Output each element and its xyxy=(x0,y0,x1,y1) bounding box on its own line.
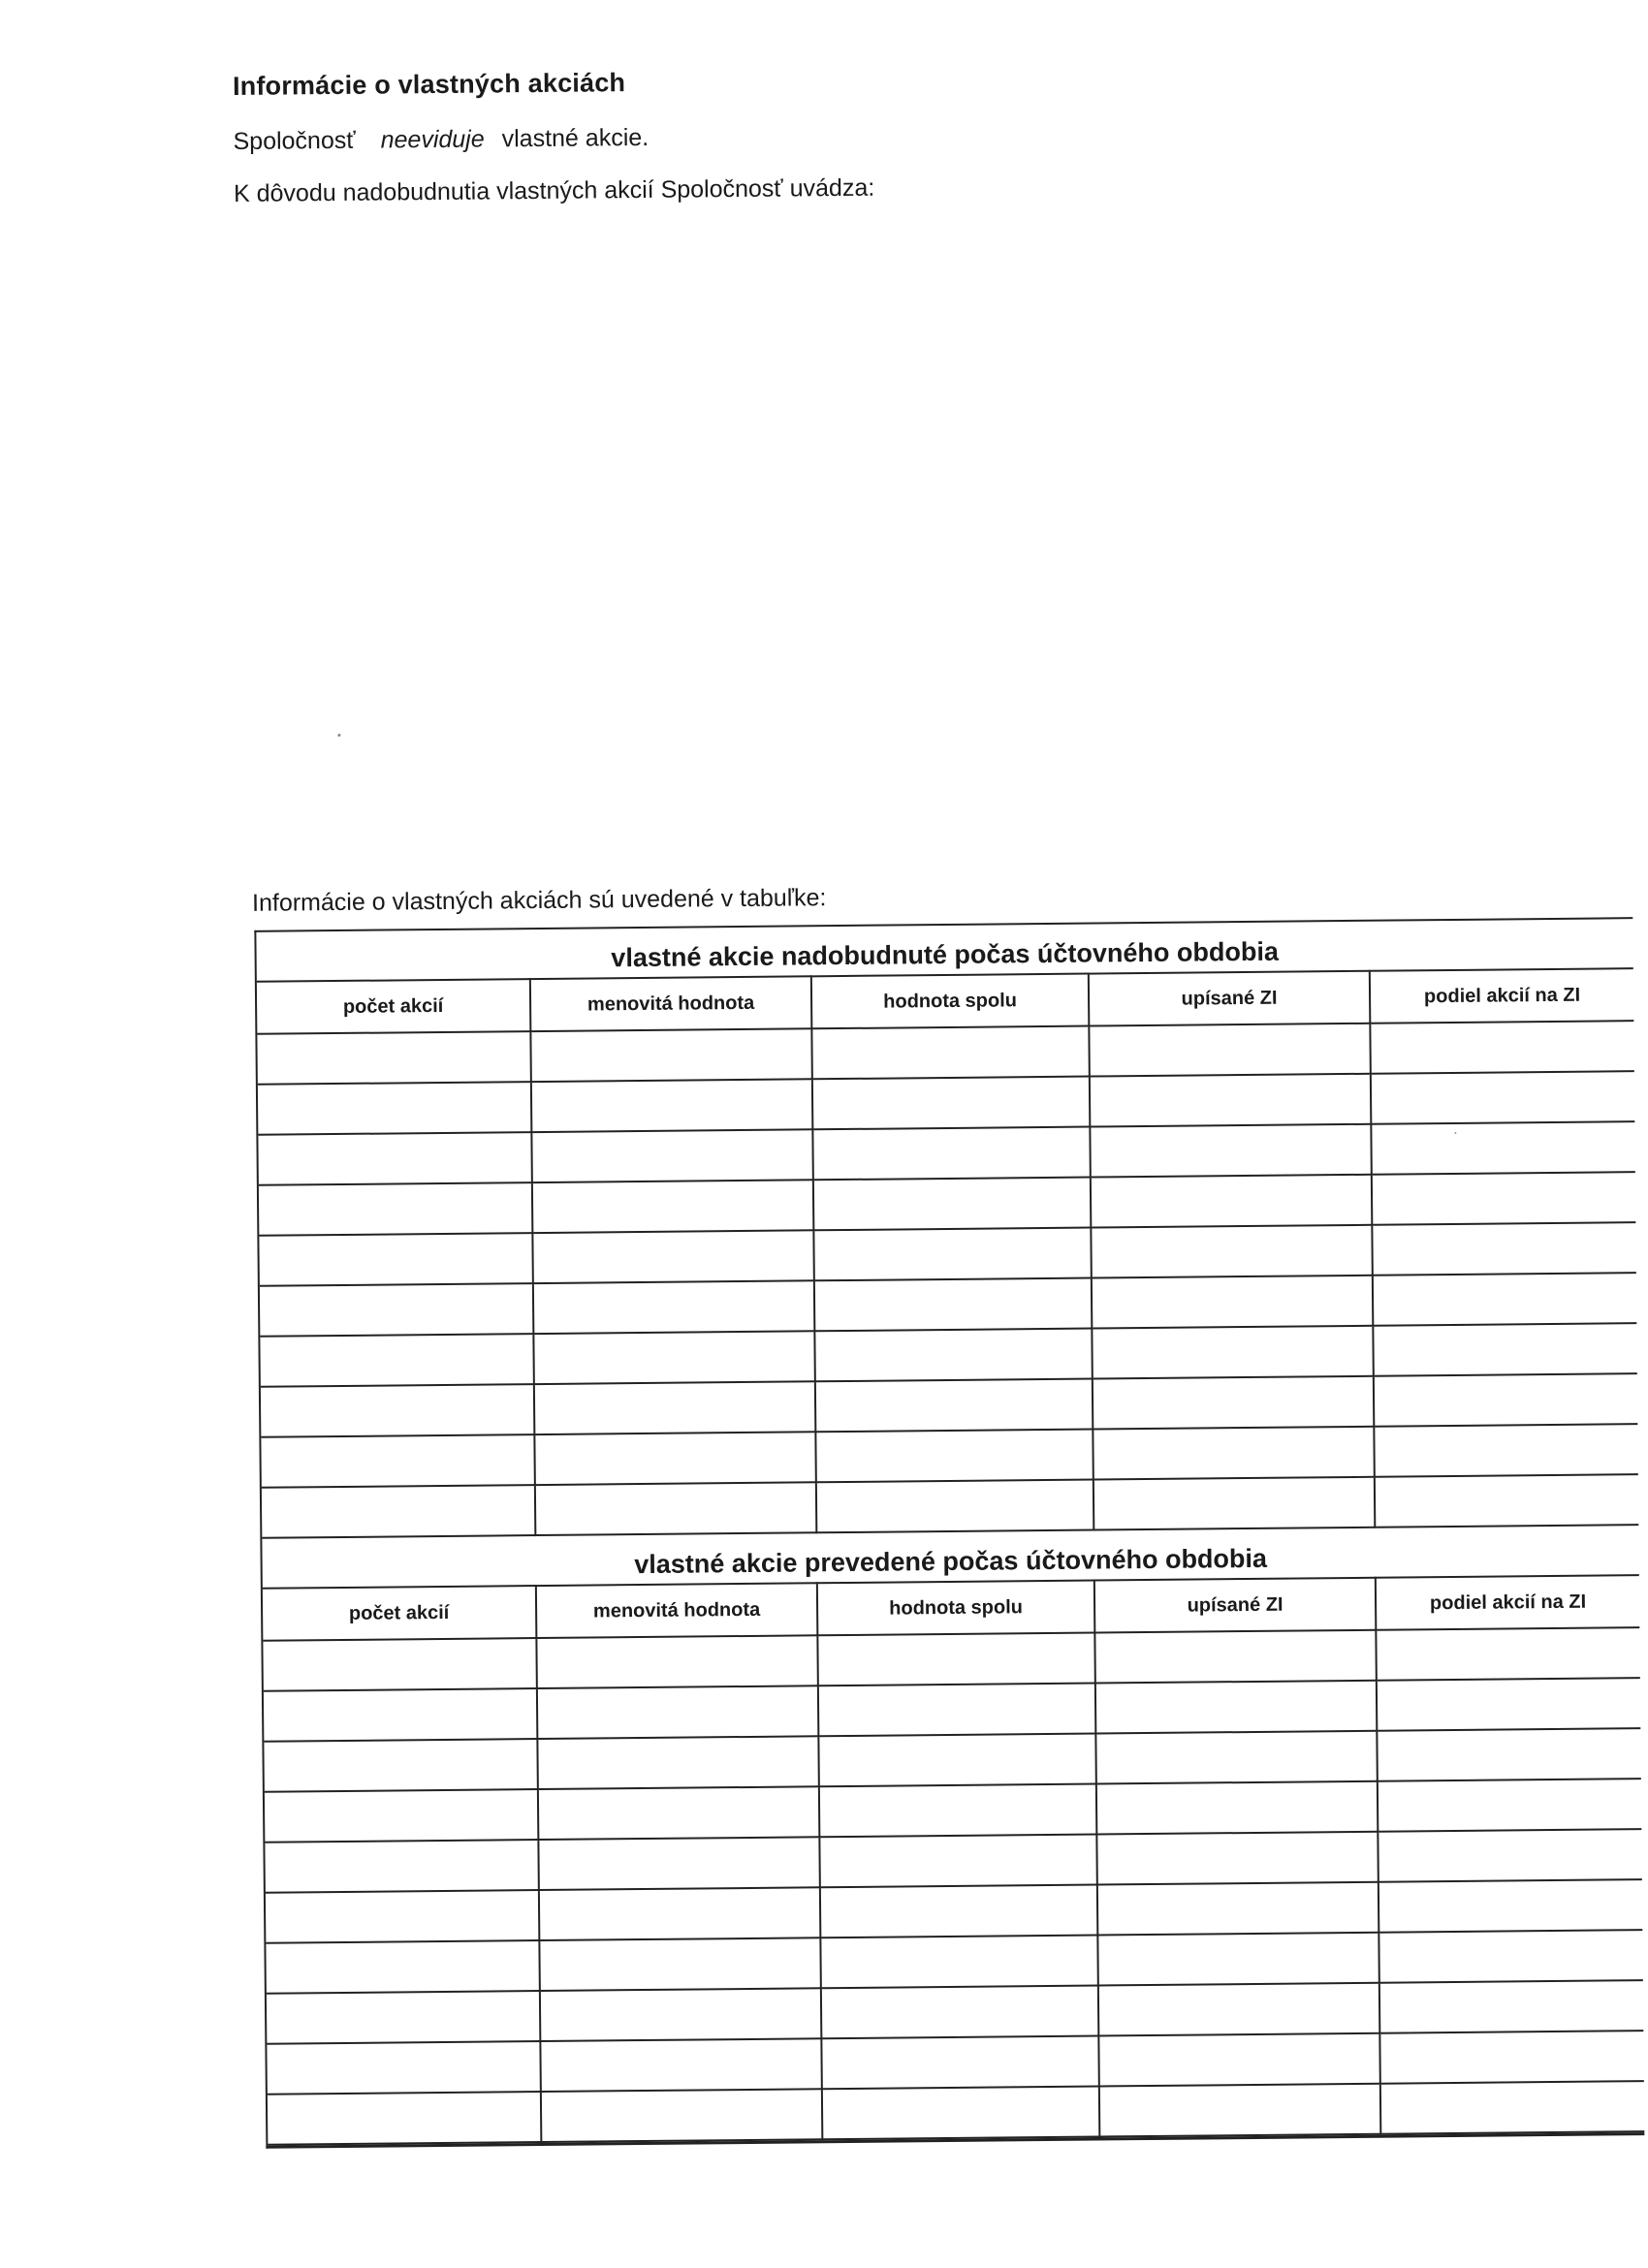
table-cell[interactable] xyxy=(1098,2033,1379,2087)
table-cell[interactable] xyxy=(266,1890,539,1943)
table-cell[interactable] xyxy=(1097,1882,1379,1936)
table-cell[interactable] xyxy=(268,2092,541,2145)
table-cell[interactable] xyxy=(534,1381,815,1434)
col-header: upísané ZI xyxy=(1089,971,1371,1026)
table-cell[interactable] xyxy=(540,2038,821,2092)
col-header: menovitá hodnota xyxy=(536,1583,818,1638)
col-header: počet akcií xyxy=(257,979,531,1034)
statement-line xyxy=(233,124,649,156)
table-cell[interactable] xyxy=(1095,1681,1377,1734)
table-cell[interactable] xyxy=(1096,1781,1378,1835)
table-intro: Informácie o vlastných akciách sú uvedené v tabuľke: xyxy=(251,884,827,917)
col-header: hodnota spolu xyxy=(811,974,1090,1029)
table-cell[interactable] xyxy=(263,1638,536,1691)
table-cell[interactable] xyxy=(265,1840,538,1893)
table-cell[interactable] xyxy=(536,1635,817,1688)
col-header: hodnota spolu xyxy=(817,1581,1095,1636)
table-cell[interactable] xyxy=(534,1432,815,1485)
table-cell[interactable] xyxy=(1373,1323,1637,1376)
col-header: podiel akcií na ZI xyxy=(1376,1575,1640,1630)
table-cell[interactable] xyxy=(1094,1630,1376,1684)
table-cell[interactable] xyxy=(1376,1627,1640,1681)
table-cell[interactable] xyxy=(1378,1779,1642,1832)
table-cell[interactable] xyxy=(1379,1930,1643,1983)
table-cell[interactable] xyxy=(812,1127,1090,1181)
table-cell[interactable] xyxy=(1371,1121,1635,1175)
table-cell[interactable] xyxy=(812,1077,1090,1130)
table-cell[interactable] xyxy=(258,1132,531,1185)
table-cell[interactable] xyxy=(1090,1124,1371,1178)
table-cell[interactable] xyxy=(264,1739,537,1792)
table-cell[interactable] xyxy=(539,1937,820,1991)
table-cell[interactable] xyxy=(1093,1427,1374,1480)
table-cell[interactable] xyxy=(533,1331,814,1384)
table-cell[interactable] xyxy=(533,1280,814,1334)
table-cell[interactable] xyxy=(818,1734,1095,1787)
table-cell[interactable] xyxy=(818,1684,1095,1737)
table-cell[interactable] xyxy=(816,1480,1093,1533)
table-cell[interactable] xyxy=(259,1182,532,1236)
table-cell[interactable] xyxy=(539,1887,820,1940)
table-cell[interactable] xyxy=(538,1786,819,1840)
reason-label: K dôvodu nadobudnutia vlastných akcií Spoločnosť uvádza: xyxy=(233,173,875,207)
table-cell[interactable] xyxy=(540,1988,821,2041)
table-cell[interactable] xyxy=(532,1230,813,1283)
table-cell[interactable] xyxy=(1096,1832,1378,1885)
scan-speck xyxy=(1454,1132,1456,1134)
table-cell[interactable] xyxy=(531,1079,812,1132)
statement-suffix: vlastné akcie. xyxy=(501,123,650,153)
table-cell[interactable] xyxy=(1371,1071,1635,1124)
table-cell[interactable] xyxy=(257,1031,530,1085)
table-cell[interactable] xyxy=(1091,1175,1372,1228)
table-cell[interactable] xyxy=(820,1936,1097,1989)
table-cell[interactable] xyxy=(260,1334,533,1387)
table-cell[interactable] xyxy=(1377,1678,1641,1731)
table-cell[interactable] xyxy=(1093,1477,1375,1530)
table-cell[interactable] xyxy=(814,1329,1092,1382)
table-cell[interactable] xyxy=(261,1384,534,1437)
table-cell[interactable] xyxy=(261,1434,534,1488)
table-cell[interactable] xyxy=(530,1028,811,1082)
table-cell[interactable] xyxy=(1092,1326,1373,1379)
shares-table xyxy=(256,919,1644,2146)
table-cell[interactable] xyxy=(815,1430,1093,1483)
table-cell[interactable] xyxy=(537,1736,818,1789)
table-cell[interactable] xyxy=(1097,1933,1379,1986)
table-cell[interactable] xyxy=(265,1789,538,1843)
table-cell[interactable] xyxy=(532,1180,813,1233)
table-cell[interactable] xyxy=(262,1485,535,1538)
table-cell[interactable] xyxy=(814,1278,1092,1332)
table-cell[interactable] xyxy=(820,1885,1097,1938)
table-cell[interactable] xyxy=(1089,1024,1370,1077)
table-cell[interactable] xyxy=(819,1835,1096,1888)
table-cell[interactable] xyxy=(811,1026,1089,1080)
table-cell[interactable] xyxy=(1093,1376,1374,1430)
table-cell[interactable] xyxy=(535,1482,816,1535)
table-cell[interactable] xyxy=(819,1784,1096,1838)
table-cell[interactable] xyxy=(267,1991,540,2044)
table-cell[interactable] xyxy=(1379,1879,1643,1933)
table-cell[interactable] xyxy=(1378,1829,1642,1882)
statement-prefix: Spoločnosť xyxy=(233,126,356,155)
col-header: upísané ZI xyxy=(1094,1578,1377,1633)
table-cell[interactable] xyxy=(817,1633,1094,1686)
table-cell[interactable] xyxy=(259,1233,532,1286)
col-header: počet akcií xyxy=(263,1586,537,1641)
table-cell[interactable] xyxy=(537,1685,818,1739)
table-cell[interactable] xyxy=(264,1688,537,1742)
table-cell[interactable] xyxy=(1099,2084,1380,2137)
table-cell[interactable] xyxy=(1091,1225,1372,1278)
table-cell[interactable] xyxy=(260,1283,533,1337)
scan-speck xyxy=(337,734,340,737)
col-header: menovitá hodnota xyxy=(530,976,812,1031)
table-cell[interactable] xyxy=(266,1940,539,1994)
table-cell[interactable] xyxy=(815,1379,1093,1433)
table-cell[interactable] xyxy=(538,1837,819,1890)
table-cell[interactable] xyxy=(1380,2081,1645,2134)
table-cell[interactable] xyxy=(1092,1276,1373,1329)
section-heading: Informácie o vlastných akciách xyxy=(232,68,626,101)
table-cell[interactable] xyxy=(267,2041,540,2095)
table-cell[interactable] xyxy=(258,1082,531,1135)
table-cell[interactable] xyxy=(1090,1074,1371,1127)
table-cell[interactable] xyxy=(1098,1983,1379,2036)
table-cell[interactable] xyxy=(1374,1373,1638,1427)
table-cell[interactable] xyxy=(1370,1021,1634,1074)
table-cell[interactable] xyxy=(1375,1474,1639,1528)
table-cell[interactable] xyxy=(813,1228,1091,1281)
col-header: podiel akcií na ZI xyxy=(1370,968,1634,1024)
table-cell[interactable] xyxy=(541,2089,822,2142)
acquired-title: vlastné akcie nadobudnuté počas účtovného obdobia xyxy=(256,919,1632,982)
table-cell[interactable] xyxy=(531,1129,812,1182)
acquired-section xyxy=(256,919,1638,1538)
transferred-section xyxy=(262,1525,1644,2145)
table-cell[interactable] xyxy=(1372,1222,1636,1276)
transferred-title: vlastné akcie prevedené počas účtovného obdobia xyxy=(262,1525,1638,1589)
table-cell[interactable] xyxy=(821,1986,1098,2039)
shares-table-frame xyxy=(254,917,1644,2149)
table-cell[interactable] xyxy=(813,1178,1091,1231)
table-cell[interactable] xyxy=(821,2036,1098,2090)
table-cell[interactable] xyxy=(1374,1424,1638,1477)
table-cell[interactable] xyxy=(1373,1273,1637,1326)
table-cell[interactable] xyxy=(1379,2031,1644,2084)
table-cell[interactable] xyxy=(1379,1980,1644,2033)
table-cell[interactable] xyxy=(1095,1731,1377,1784)
statement-status: neeviduje xyxy=(380,125,485,154)
table-cell[interactable] xyxy=(822,2087,1099,2140)
table-cell[interactable] xyxy=(1372,1172,1636,1225)
table-cell[interactable] xyxy=(1377,1728,1641,1781)
